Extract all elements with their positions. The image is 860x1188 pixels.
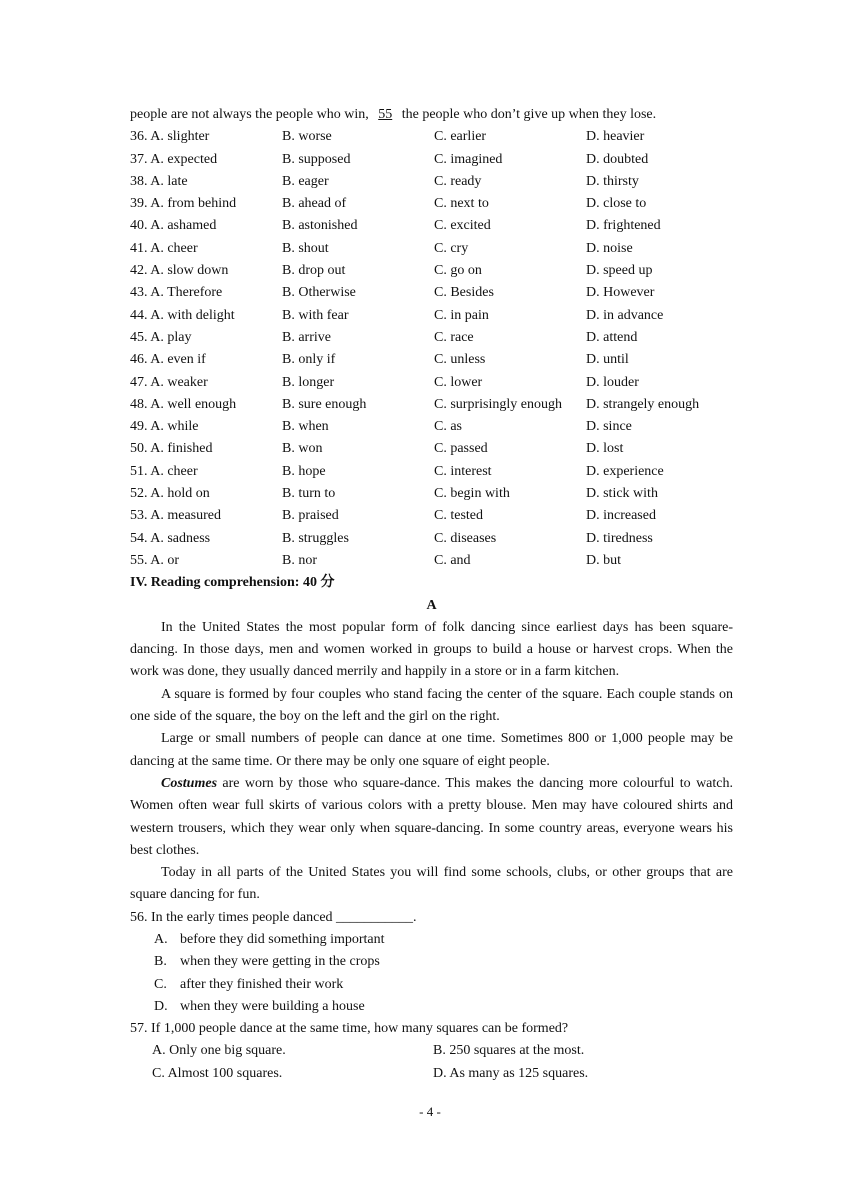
option-d bbox=[586, 528, 733, 550]
option-text: C. unless bbox=[434, 352, 486, 368]
option-text: B. turn to bbox=[282, 486, 336, 502]
question-number: 47. bbox=[130, 374, 148, 390]
option-b bbox=[282, 260, 434, 282]
option-text: C. earlier bbox=[434, 129, 487, 145]
option-text: A. hold on bbox=[150, 486, 210, 502]
option-text: B. worse bbox=[282, 129, 332, 145]
option-a bbox=[130, 528, 282, 550]
question-57-option-d: D. As many as 125 squares. bbox=[433, 1065, 589, 1081]
option-text: C. next to bbox=[434, 196, 489, 212]
option-a bbox=[130, 260, 282, 282]
option-text: B. supposed bbox=[282, 151, 351, 167]
option-text: C. surprisingly enough bbox=[434, 396, 562, 412]
question-56-option-c bbox=[130, 974, 733, 996]
question-57-row-2 bbox=[130, 1063, 733, 1085]
option-text: C. tested bbox=[434, 508, 483, 524]
cloze-option-row bbox=[130, 305, 733, 327]
option-text: B. only if bbox=[282, 352, 336, 368]
option-d bbox=[586, 193, 733, 215]
question-57-row-1 bbox=[130, 1040, 733, 1062]
option-text: A. slow down bbox=[150, 263, 229, 279]
option-d bbox=[586, 461, 733, 483]
cloze-option-row bbox=[130, 193, 733, 215]
option-d bbox=[586, 126, 733, 148]
option-text: B. ahead of bbox=[282, 196, 347, 212]
option-text: B. won bbox=[282, 441, 323, 457]
costumes-emphasis: Costumes bbox=[161, 775, 218, 791]
option-a bbox=[130, 505, 282, 527]
option-d bbox=[586, 260, 733, 282]
question-number: 51. bbox=[130, 463, 148, 479]
option-text: C. ready bbox=[434, 173, 482, 189]
option-text: D. louder bbox=[586, 374, 639, 390]
question-number: 46. bbox=[130, 352, 148, 368]
question-number: 53. bbox=[130, 508, 148, 524]
option-text: B. astonished bbox=[282, 218, 358, 234]
option-text: A. with delight bbox=[150, 307, 235, 323]
option-text: A. late bbox=[150, 173, 188, 189]
option-text: C. begin with bbox=[434, 486, 510, 502]
option-text: D. until bbox=[586, 352, 629, 368]
option-text: when they were building a house bbox=[180, 998, 365, 1014]
option-d bbox=[586, 171, 733, 193]
cloze-option-row bbox=[130, 215, 733, 237]
option-text: B. drop out bbox=[282, 263, 346, 279]
option-text: D. strangely enough bbox=[586, 396, 700, 412]
option-text: before they did something important bbox=[180, 931, 385, 947]
option-b bbox=[282, 305, 434, 327]
cloze-option-row bbox=[130, 126, 733, 148]
question-56-option-b bbox=[130, 951, 733, 973]
option-text: A. weaker bbox=[150, 374, 208, 390]
question-57-option-b: B. 250 squares at the most. bbox=[433, 1043, 585, 1059]
option-text: B. when bbox=[282, 419, 329, 435]
passage-paragraph-2: A square is formed by four couples who stand facing the center of the square. Each couple stands on one side of the square, the boy on the left and the girl on the right. bbox=[130, 686, 733, 725]
option-c bbox=[434, 349, 586, 371]
question-number: 45. bbox=[130, 329, 148, 345]
cloze-option-row bbox=[130, 171, 733, 193]
option-text: D. close to bbox=[586, 196, 647, 212]
option-c bbox=[434, 528, 586, 550]
option-text: D. However bbox=[586, 285, 655, 301]
option-a bbox=[130, 126, 282, 148]
question-number: 41. bbox=[130, 240, 148, 256]
question-number: 48. bbox=[130, 396, 148, 412]
option-a bbox=[130, 416, 282, 438]
option-text: A. sadness bbox=[150, 530, 211, 546]
option-text: A. even if bbox=[150, 352, 206, 368]
option-c bbox=[434, 215, 586, 237]
question-number: 49. bbox=[130, 419, 148, 435]
question-number: 44. bbox=[130, 307, 148, 323]
option-c bbox=[434, 193, 586, 215]
option-c bbox=[434, 260, 586, 282]
intro-after: the people who don’t give up when they lose. bbox=[401, 107, 657, 122]
option-text: D. experience bbox=[586, 463, 664, 479]
option-c bbox=[434, 282, 586, 304]
option-b bbox=[282, 372, 434, 394]
option-text: B. eager bbox=[282, 173, 329, 189]
option-b bbox=[282, 238, 434, 260]
question-number: 42. bbox=[130, 263, 148, 279]
cloze-option-row bbox=[130, 483, 733, 505]
passage-paragraph-3: Large or small numbers of people can dance at one time. Sometimes 800 or 1,000 people may be dancing at the same time. Or there may be only one square of eight people. bbox=[130, 731, 733, 769]
option-text: B. shout bbox=[282, 240, 329, 256]
option-b bbox=[282, 483, 434, 505]
option-label: A. bbox=[154, 931, 168, 947]
question-number: 40. bbox=[130, 218, 148, 234]
option-a bbox=[130, 372, 282, 394]
option-text: A. well enough bbox=[150, 396, 237, 412]
question-57-option-a: A. Only one big square. bbox=[152, 1043, 286, 1059]
cloze-option-row bbox=[130, 550, 733, 572]
option-b bbox=[282, 149, 434, 171]
cloze-option-row bbox=[130, 260, 733, 282]
option-text: B. praised bbox=[282, 508, 339, 524]
option-text: A. or bbox=[150, 552, 180, 568]
option-b bbox=[282, 528, 434, 550]
question-56-option-a bbox=[130, 929, 733, 951]
option-text: C. diseases bbox=[434, 530, 497, 546]
option-d bbox=[586, 505, 733, 527]
option-text: A. ashamed bbox=[150, 218, 217, 234]
option-text: D. frightened bbox=[586, 218, 661, 234]
option-b bbox=[282, 193, 434, 215]
option-d bbox=[586, 394, 733, 416]
option-text: B. Otherwise bbox=[282, 285, 356, 301]
option-d bbox=[586, 238, 733, 260]
cloze-option-row bbox=[130, 282, 733, 304]
option-text: D. in advance bbox=[586, 307, 664, 323]
intro-before: people are not always the people who win, bbox=[130, 107, 369, 122]
option-text: B. sure enough bbox=[282, 396, 367, 412]
cloze-option-row bbox=[130, 238, 733, 260]
option-a bbox=[130, 349, 282, 371]
cloze-option-row bbox=[130, 461, 733, 483]
option-d bbox=[586, 550, 733, 572]
option-text: B. nor bbox=[282, 552, 317, 568]
option-text: C. go on bbox=[434, 263, 482, 279]
cloze-option-row bbox=[130, 505, 733, 527]
option-c bbox=[434, 461, 586, 483]
question-number: 39. bbox=[130, 196, 148, 212]
paragraph-4-text: are worn by those who square-dance. This makes the dancing more colourful to watch. Women often wear full skirts of various colors with a pretty blouse. Men may have coloured shirts and western trousers, which they wear only when square-dancing. In some country areas, everyone wears his best clothes. bbox=[130, 775, 733, 858]
passage-paragraph-4 bbox=[130, 773, 733, 862]
option-d bbox=[586, 372, 733, 394]
option-text: A. measured bbox=[150, 508, 221, 524]
option-a bbox=[130, 550, 282, 572]
option-a bbox=[130, 215, 282, 237]
option-c bbox=[434, 550, 586, 572]
option-text: C. Besides bbox=[434, 285, 494, 301]
option-text: A. play bbox=[150, 329, 192, 345]
option-c bbox=[434, 483, 586, 505]
cloze-options-list bbox=[130, 126, 733, 572]
option-label: C. bbox=[154, 976, 167, 992]
option-text: A. cheer bbox=[150, 463, 198, 479]
option-text: A. from behind bbox=[150, 196, 237, 212]
option-text: D. thirsty bbox=[586, 173, 639, 189]
option-d bbox=[586, 349, 733, 371]
option-d bbox=[586, 483, 733, 505]
question-number: 54. bbox=[130, 530, 148, 546]
option-text: D. noise bbox=[586, 240, 633, 256]
option-c bbox=[434, 238, 586, 260]
option-b bbox=[282, 282, 434, 304]
question-number: 52. bbox=[130, 486, 148, 502]
option-text: C. imagined bbox=[434, 151, 503, 167]
option-c bbox=[434, 438, 586, 460]
option-d bbox=[586, 282, 733, 304]
option-text: when they were getting in the crops bbox=[180, 954, 380, 970]
option-a bbox=[130, 327, 282, 349]
option-text: C. and bbox=[434, 552, 471, 568]
option-c bbox=[434, 149, 586, 171]
blank-55: 55 bbox=[378, 107, 393, 122]
intro-line bbox=[130, 104, 733, 126]
cloze-option-row bbox=[130, 149, 733, 171]
option-d bbox=[586, 215, 733, 237]
option-text: B. hope bbox=[282, 463, 326, 479]
option-a bbox=[130, 193, 282, 215]
passage-paragraph-5: Today in all parts of the United States you will find some schools, clubs, or other groups that are square dancing for fun. bbox=[130, 865, 733, 903]
option-text: A. cheer bbox=[150, 240, 198, 256]
question-number: 55. bbox=[130, 552, 148, 568]
option-b bbox=[282, 349, 434, 371]
question-number: 50. bbox=[130, 441, 148, 457]
option-text: A. expected bbox=[150, 151, 218, 167]
option-b bbox=[282, 461, 434, 483]
option-d bbox=[586, 438, 733, 460]
option-b bbox=[282, 126, 434, 148]
option-text: after they finished their work bbox=[180, 976, 344, 992]
question-number: 43. bbox=[130, 285, 148, 301]
question-number: 36. bbox=[130, 129, 148, 145]
option-b bbox=[282, 550, 434, 572]
section-heading: IV. Reading comprehension: 40 分 bbox=[130, 575, 335, 591]
option-d bbox=[586, 305, 733, 327]
option-d bbox=[586, 149, 733, 171]
option-text: D. since bbox=[586, 419, 632, 435]
option-a bbox=[130, 238, 282, 260]
option-text: D. speed up bbox=[586, 263, 653, 279]
option-text: A. finished bbox=[150, 441, 213, 457]
option-a bbox=[130, 149, 282, 171]
option-text: D. heavier bbox=[586, 129, 645, 145]
option-b bbox=[282, 327, 434, 349]
option-c bbox=[434, 416, 586, 438]
option-text: D. but bbox=[586, 552, 621, 568]
passage-title: A bbox=[426, 597, 437, 613]
option-text: D. increased bbox=[586, 508, 656, 524]
option-d bbox=[586, 416, 733, 438]
option-a bbox=[130, 305, 282, 327]
option-a bbox=[130, 171, 282, 193]
question-57-option-c: C. Almost 100 squares. bbox=[152, 1065, 283, 1081]
option-text: D. tiredness bbox=[586, 530, 653, 546]
option-text: C. excited bbox=[434, 218, 491, 234]
option-d bbox=[586, 327, 733, 349]
option-text: A. slighter bbox=[150, 129, 210, 145]
option-text: B. arrive bbox=[282, 329, 331, 345]
option-text: D. doubted bbox=[586, 151, 649, 167]
cloze-option-row bbox=[130, 327, 733, 349]
option-label: B. bbox=[154, 954, 167, 970]
cloze-option-row bbox=[130, 438, 733, 460]
option-b bbox=[282, 215, 434, 237]
option-c bbox=[434, 372, 586, 394]
question-number: 37. bbox=[130, 151, 148, 167]
cloze-option-row bbox=[130, 372, 733, 394]
option-text: C. interest bbox=[434, 463, 492, 479]
option-c bbox=[434, 126, 586, 148]
option-text: C. passed bbox=[434, 441, 488, 457]
option-text: D. lost bbox=[586, 441, 624, 457]
option-text: C. as bbox=[434, 419, 462, 435]
option-text: C. in pain bbox=[434, 307, 489, 323]
option-text: A. while bbox=[150, 419, 199, 435]
option-a bbox=[130, 461, 282, 483]
option-text: B. struggles bbox=[282, 530, 349, 546]
question-56-option-d bbox=[130, 996, 733, 1018]
cloze-option-row bbox=[130, 416, 733, 438]
option-text: C. lower bbox=[434, 374, 483, 390]
option-text: C. race bbox=[434, 329, 474, 345]
option-text: A. Therefore bbox=[150, 285, 223, 301]
cloze-option-row bbox=[130, 528, 733, 550]
option-b bbox=[282, 416, 434, 438]
option-b bbox=[282, 505, 434, 527]
option-c bbox=[434, 394, 586, 416]
option-c bbox=[434, 505, 586, 527]
option-c bbox=[434, 305, 586, 327]
option-text: B. with fear bbox=[282, 307, 349, 323]
option-text: C. cry bbox=[434, 240, 469, 256]
option-a bbox=[130, 483, 282, 505]
option-a bbox=[130, 282, 282, 304]
page-number: - 4 - bbox=[419, 1104, 441, 1119]
option-text: D. stick with bbox=[586, 486, 658, 502]
cloze-option-row bbox=[130, 349, 733, 371]
document-page bbox=[130, 104, 733, 1085]
option-text: B. longer bbox=[282, 374, 335, 390]
option-b bbox=[282, 438, 434, 460]
option-c bbox=[434, 327, 586, 349]
option-text: D. attend bbox=[586, 329, 638, 345]
cloze-option-row bbox=[130, 394, 733, 416]
question-57-stem: 57. If 1,000 people dance at the same time, how many squares can be formed? bbox=[130, 1021, 569, 1037]
option-a bbox=[130, 438, 282, 460]
option-c bbox=[434, 171, 586, 193]
question-number: 38. bbox=[130, 173, 148, 189]
option-label: D. bbox=[154, 998, 168, 1014]
option-b bbox=[282, 394, 434, 416]
question-56-stem: 56. In the early times people danced ___________. bbox=[130, 909, 417, 925]
passage-paragraph-1: In the United States the most popular form of folk dancing since earliest days has been square-dancing. In those days, men and women worked in groups to build a house or harvest crops. When the work was done, they usually danced merrily and happily in a store or in a farm kitchen. bbox=[130, 619, 733, 680]
option-a bbox=[130, 394, 282, 416]
option-b bbox=[282, 171, 434, 193]
